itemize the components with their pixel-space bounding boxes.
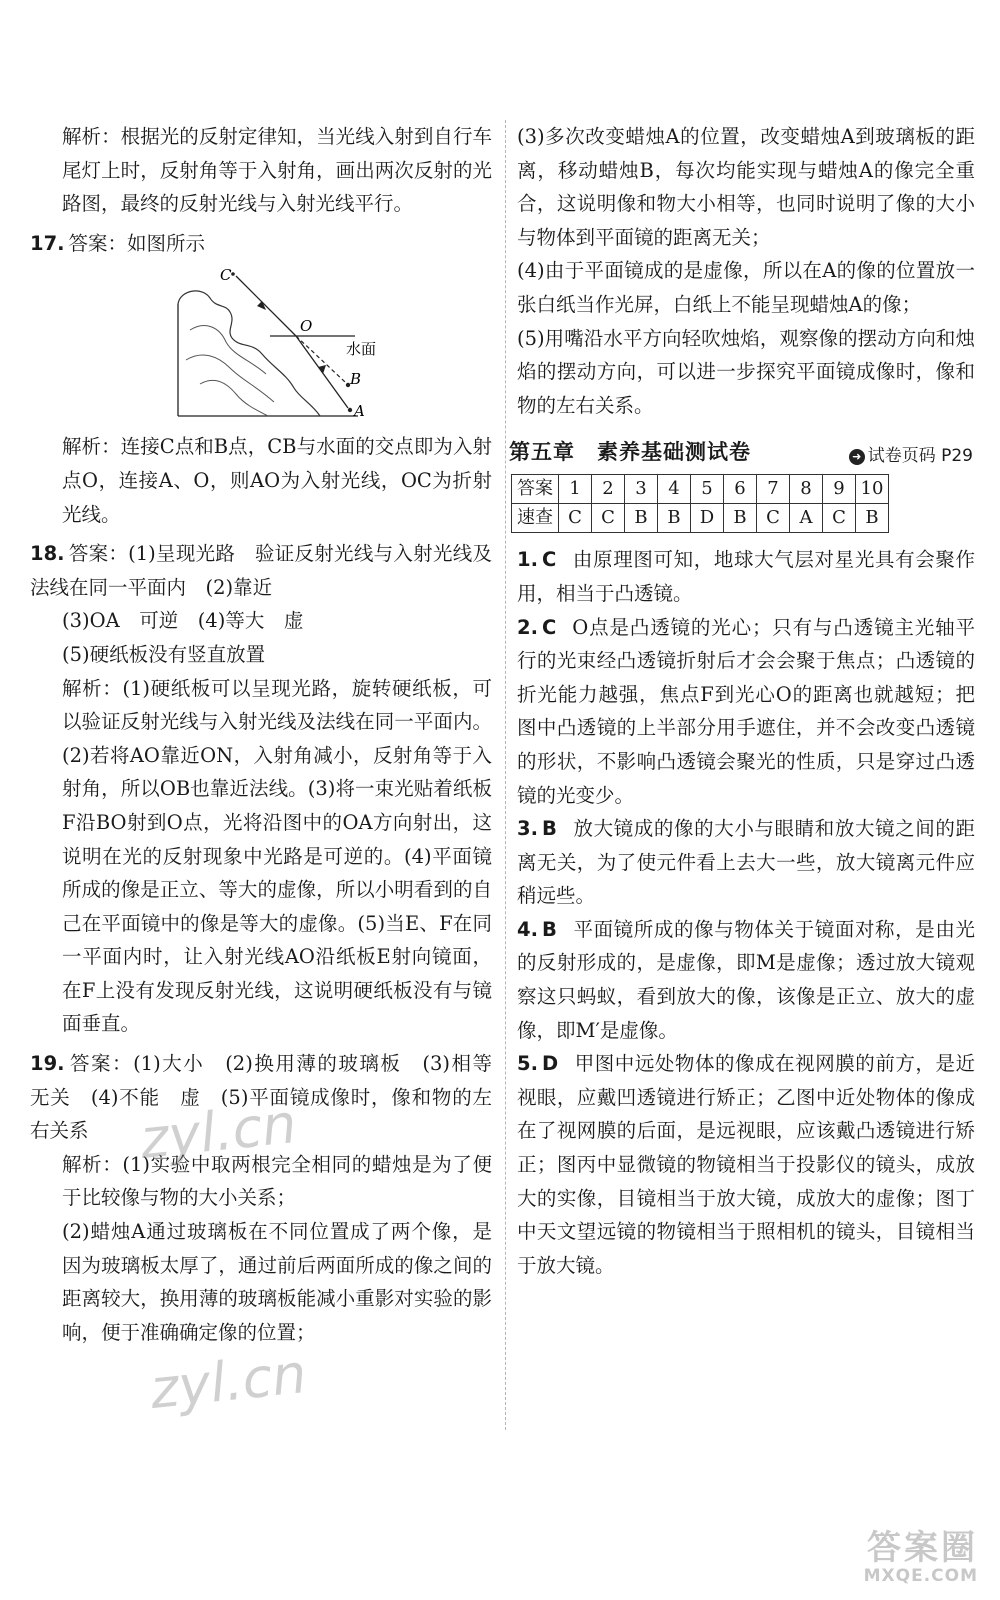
- item-choice: D: [541, 1052, 559, 1076]
- answer-table-num: 5: [691, 475, 724, 504]
- q17-figure: [30, 264, 492, 424]
- answer-table-header-label: 答案: [512, 475, 559, 504]
- q19-answer: [30, 1047, 512, 1148]
- label-b: B: [350, 370, 362, 389]
- label-c: C: [220, 266, 232, 285]
- label-o: O: [300, 317, 313, 336]
- left-column: [30, 120, 512, 1349]
- item-text: 甲图中远处物体的像成在视网膜的前方，是近视眼，应戴凹透镜进行矫正；乙图中近处物体的像成在了视网膜的后面，是远视眼，应该戴凸透镜进行矫正；图丙中显微镜的物镜相当于投影仪的镜头，成放大的实像，目镜相当于放大镜，成放大的虚像；图丁中天文望远镜的物镜相当于照相机的镜头，目镜相当于放大镜。: [517, 1052, 975, 1277]
- brand-watermark-logo: 答案圈: [867, 1528, 978, 1568]
- answer-table-row-label: 速查: [512, 504, 559, 533]
- item-number: 1.: [517, 548, 538, 572]
- q18-answer-line2: (3)OA 可逆 (4)等大 虚: [62, 609, 304, 633]
- q19-analysis-3: (3)多次改变蜡烛A的位置，改变蜡烛A到玻璃板的距离，移动蜡烛B，每次均能实现与蜡烛A的像完全重合，这说明像和物大小相等，也同时说明了像的大小与物体到平面镜的距离无关；: [517, 125, 975, 249]
- point-c: [231, 273, 235, 277]
- answer-table-answer: C: [823, 504, 856, 533]
- q18-answer-line3: (5)硬纸板没有竖直放置: [62, 642, 266, 666]
- item-text: 平面镜所成的像与物体关于镜面对称，是由光的反射形成的，是虚像，即M是虚像；透过放大镜观察这只蚂蚁，看到放大的像，该像是正立、放大的虚像，即M′是虚像。: [517, 917, 975, 1042]
- paper-page-ref: [849, 440, 973, 474]
- watermark-zyl-1: zyl.cn: [137, 1091, 300, 1172]
- ray-ob-dashed: [296, 336, 345, 382]
- answer-table-answer: B: [658, 504, 691, 533]
- answer-table-num: 4: [658, 475, 691, 504]
- chapter-title: [509, 436, 773, 470]
- brand-watermark-url: MXQE.COM: [863, 1566, 978, 1586]
- item-5: [517, 1047, 975, 1282]
- item-2: [517, 611, 975, 813]
- q17-answer-text: 答案：如图所示: [68, 231, 206, 255]
- item-number: 4.: [517, 917, 538, 941]
- answer-table: [511, 474, 889, 533]
- answer-table-num: 3: [625, 475, 658, 504]
- label-a: A: [354, 402, 365, 421]
- bank-wave-2: [186, 355, 274, 402]
- refraction-diagram: [30, 264, 492, 424]
- q19-answer-text: 答案：(1)大小 (2)换用薄的玻璃板 (3)相等 无关 (4)不能 虚 (5)平面镜成像时，像和物的左右关系: [30, 1052, 512, 1143]
- item-1: [517, 543, 975, 610]
- item-choice: B: [541, 917, 557, 941]
- q17-analysis: 解析：连接C点和B点，CB与水面的交点即为入射点O，连接A、O，则AO为入射光线，OC为折射光线。: [62, 435, 492, 526]
- answer-table-answer: C: [757, 504, 790, 533]
- paper-page-ref-text: 试卷页码 P29: [867, 446, 973, 467]
- point-a: [348, 408, 352, 412]
- answer-table-num: 10: [856, 475, 889, 504]
- chapter-subtitle: 素养基础测试卷: [597, 440, 751, 465]
- answer-table-num: 7: [757, 475, 790, 504]
- q18-answer: [30, 537, 492, 604]
- right-column: [509, 120, 975, 1282]
- brand-watermark: [824, 1520, 984, 1586]
- q19-analysis-1: 解析：(1)实验中取两根完全相同的蜡烛是为了便于比较像与物的大小关系；: [62, 1152, 492, 1210]
- label-water-surface: 水面: [346, 340, 377, 359]
- item-choice: B: [541, 817, 557, 841]
- answer-table-header-row: [512, 475, 889, 504]
- item-choice: C: [541, 548, 557, 572]
- q18-analysis: 解析：(1)硬纸板可以呈现光路，旋转硬纸板，可以验证反射光线与入射光线及法线在同一平面内。(2)若将AO靠近ON，入射角减小，反射角等于入射角，所以OB也靠近法线。(3)将一束光贴着纸板F沿BO射到O点，光将沿图中的OA方向射出，这说明在光的反射现象中光路是可逆的。(4)平面镜所成的像是正立、等大的虚像，所以小明看到的自己在平面镜中的像是等大的虚像。(5)当E、F在同一平面内时，让入射光线AO沿纸板E射向镜面，在F上没有发现反射光线，这说明硬纸板没有与镜面垂直。: [62, 676, 492, 1036]
- answer-table-answer: D: [691, 504, 724, 533]
- item-text: O点是凸透镜的光心；只有与凸透镜主光轴平行的光束经凸透镜折射后才会会聚于焦点；凸透镜的折光能力越强，焦点F到光心O的距离也就越短；把图中凸透镜的上半部分用手遮住，并不会改变凸透镜的形状，不影响凸透镜会聚光的性质，只是穿过凸透镜的光变少。: [517, 615, 975, 807]
- chapter-name: 第五章: [509, 440, 575, 465]
- ray-oc: [236, 276, 296, 336]
- chapter-header: [509, 432, 975, 472]
- answer-table-num: 9: [823, 475, 856, 504]
- q19-analysis-2: (2)蜡烛A通过玻璃板在不同位置成了两个像，是因为玻璃板太厚了，通过前后两面所成的像之间的距离较大，换用薄的玻璃板能减小重影对实验的影响，便于准确确定像的位置；: [62, 1220, 492, 1344]
- q19-analysis-5: (5)用嘴沿水平方向轻吹烛焰，观察像的摆动方向和烛焰的摆动方向，可以进一步探究平面镜成像时，像和物的左右关系。: [517, 326, 975, 417]
- answer-table-answer: C: [559, 504, 592, 533]
- answer-table-num: 1: [559, 475, 592, 504]
- answer-table-answer: B: [856, 504, 889, 533]
- item-number: 3.: [517, 817, 538, 841]
- item-number: 5.: [517, 1052, 538, 1076]
- arrow-right-icon: ➜: [849, 449, 865, 465]
- bank-outline: [178, 291, 320, 416]
- item-3: [517, 812, 975, 913]
- item-text: 放大镜成的像的大小与眼睛和放大镜之间的距离无关，为了使元件看上去大一些，放大镜离元件应稍远些。: [517, 817, 975, 908]
- item-choice: C: [541, 615, 557, 639]
- watermark-zyl-2: zyl.cn: [147, 1341, 310, 1422]
- q18-answer-line1: 答案：(1)呈现光路 验证反射光线与入射光线及法线在同一平面内 (2)靠近: [30, 542, 492, 599]
- column-divider: [505, 120, 506, 1430]
- answer-table-answer: B: [724, 504, 757, 533]
- q18-number: 18.: [30, 542, 65, 566]
- q16-analysis: 解析：根据光的反射定律知，当光线入射到自行车尾灯上时，反射角等于入射角，画出两次反射的光路图，最终的反射光线与入射光线平行。: [62, 125, 492, 216]
- q17-answer: [30, 227, 492, 261]
- item-4: [517, 913, 975, 1047]
- item-text: 由原理图可知，地球大气层对星光具有会聚作用，相当于凸透镜。: [517, 548, 975, 605]
- answer-table-num: 6: [724, 475, 757, 504]
- q17-number: 17.: [30, 231, 65, 255]
- bank-wave-3: [200, 381, 268, 417]
- answer-table-answer: C: [592, 504, 625, 533]
- item-number: 2.: [517, 615, 538, 639]
- answer-table-answer: B: [625, 504, 658, 533]
- q19-number: 19.: [30, 1052, 65, 1076]
- answer-table-num: 2: [592, 475, 625, 504]
- q19-analysis-4: (4)由于平面镜成的是虚像，所以在A的像的位置放一张白纸当作光屏，白纸上不能呈现蜡烛A的像；: [517, 259, 975, 316]
- answer-table-num: 8: [790, 475, 823, 504]
- answer-table-answer-row: [512, 504, 889, 533]
- answer-table-answer: A: [790, 504, 823, 533]
